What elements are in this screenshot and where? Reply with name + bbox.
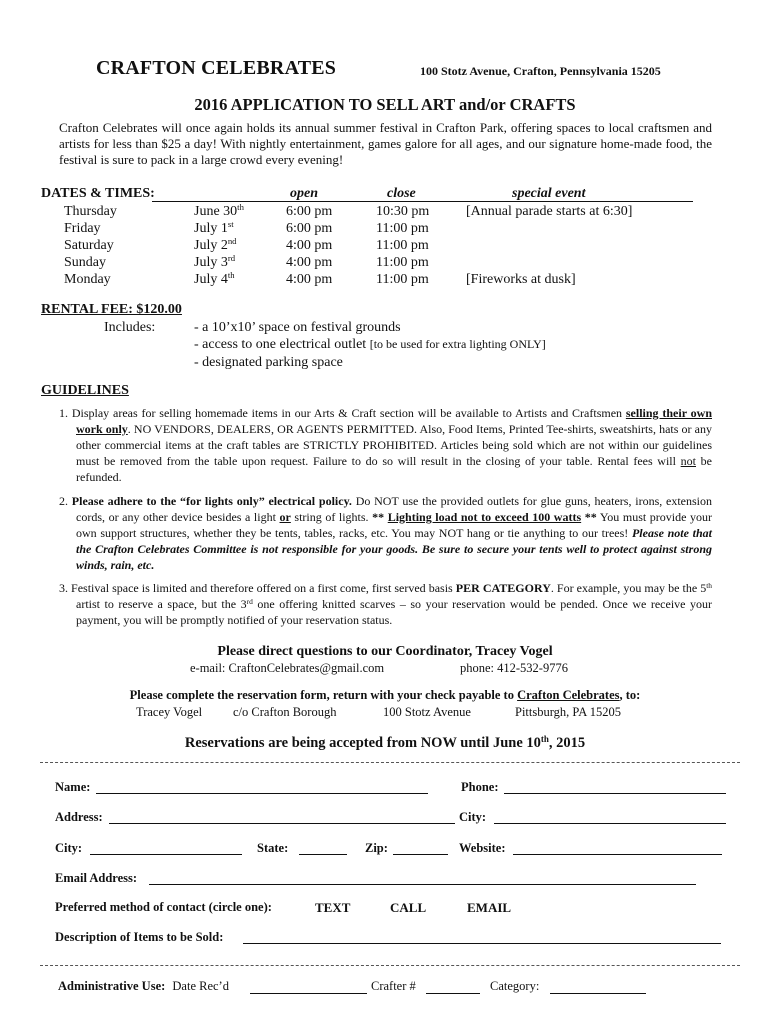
dates-heading: DATES & TIMES: xyxy=(41,186,155,201)
mailing-co: c/o Crafton Borough xyxy=(233,705,337,719)
name-label: Name: xyxy=(55,780,91,794)
zip-field[interactable] xyxy=(393,854,448,855)
coordinator-email: e-mail: CraftonCelebrates@gmail.com xyxy=(190,661,385,675)
schedule-date: July 1st xyxy=(194,219,234,236)
coordinator-phone: phone: 412-532-9776 xyxy=(460,661,568,675)
schedule-close: 11:00 pm xyxy=(376,238,429,253)
address-field[interactable] xyxy=(109,823,455,824)
includes-item-outlet: - access to one electrical outlet [to be used for extra lighting ONLY] xyxy=(194,337,546,352)
date-received-label: Date Rec’d xyxy=(172,979,229,993)
crafter-number-label: Crafter # xyxy=(371,979,416,993)
organization-title: CRAFTON CELEBRATES xyxy=(96,57,337,79)
email-field[interactable] xyxy=(149,884,696,885)
schedule-special: [Annual parade starts at 6:30] xyxy=(466,204,633,219)
category-label: Category: xyxy=(490,979,540,993)
schedule-special: [Fireworks at dusk] xyxy=(466,272,576,287)
city-field-top[interactable] xyxy=(494,823,726,824)
schedule-date: July 2nd xyxy=(194,236,237,253)
city-label-top: City: xyxy=(459,810,487,824)
schedule-day: Monday xyxy=(64,272,111,287)
description-label: Description of Items to be Sold: xyxy=(55,930,224,944)
contact-option-text[interactable]: TEXT xyxy=(315,900,351,915)
address-label: Address: xyxy=(55,810,103,824)
website-label: Website: xyxy=(459,841,506,855)
website-field[interactable] xyxy=(513,854,722,855)
dates-heading-rule xyxy=(152,201,693,202)
schedule-close: 11:00 pm xyxy=(376,255,429,270)
zip-label: Zip: xyxy=(365,841,388,855)
schedule-day: Thursday xyxy=(64,204,117,219)
schedule-open: 4:00 pm xyxy=(286,238,333,253)
state-field[interactable] xyxy=(299,854,347,855)
schedule-close: 10:30 pm xyxy=(376,204,430,219)
mailing-instructions: Please complete the reservation form, return with your check payable to Crafton Celebrates, to: xyxy=(129,688,641,702)
cut-line-bottom xyxy=(40,965,740,966)
phone-field[interactable] xyxy=(504,793,726,794)
schedule-day: Saturday xyxy=(64,238,114,253)
rental-fee-heading: RENTAL FEE: $120.00 xyxy=(41,302,182,317)
column-special-heading: special event xyxy=(512,186,586,201)
admin-use-row xyxy=(58,979,229,994)
guidelines-heading: GUIDELINES xyxy=(41,383,129,398)
name-field[interactable] xyxy=(96,793,428,794)
city-field[interactable] xyxy=(90,854,242,855)
admin-label: Administrative Use: xyxy=(58,979,166,993)
schedule-open: 4:00 pm xyxy=(286,255,333,270)
mailing-street: 100 Stotz Avenue xyxy=(383,705,471,719)
reservations-notice: Reservations are being accepted from NOW until June 10th, 2015 xyxy=(184,734,586,751)
column-open-heading: open xyxy=(290,186,318,201)
column-close-heading: close xyxy=(387,186,416,201)
includes-label: Includes: xyxy=(104,320,156,335)
state-label: State: xyxy=(257,841,289,855)
guideline-3: 3. Festival space is limited and therefore offered on a first come, first served basis PER CATEGORY. For example, you may be the 5th artist to reserve a space, but the 3rd one offering knitted scarves – so your reservation would be pended. Once we receive your payment, you will be promptly notified of your reservation status. xyxy=(59,580,713,627)
schedule-open: 4:00 pm xyxy=(286,272,333,287)
category-field[interactable] xyxy=(550,993,646,994)
schedule-day: Sunday xyxy=(64,255,106,270)
contact-option-call[interactable]: CALL xyxy=(390,900,427,915)
preferred-contact-label: Preferred method of contact (circle one): xyxy=(55,900,272,914)
schedule-close: 11:00 pm xyxy=(376,221,429,236)
schedule-date: July 4th xyxy=(194,270,235,287)
contact-option-email[interactable]: EMAIL xyxy=(467,900,512,915)
city-label: City: xyxy=(55,841,83,855)
guideline-1: 1. Display areas for selling homemade items in our Arts & Craft section will be available to Artists and Craftsmen selling their own work only. NO VENDORS, DEALERS, OR AGENTS PERMITTED. Also, Food Items, Printed Tee-shirts, sweatshirts, hats or any other commercial items at the craft tables are STRICTLY PROHIBITED. Articles being sold which are not within our guidelines must be removed from the table upon request. Failure to do so will result in the closing of your table. Rental fees will not be refunded. xyxy=(59,406,712,484)
date-received-field[interactable] xyxy=(250,993,367,994)
email-label: Email Address: xyxy=(55,871,138,885)
includes-item-space: - a 10’x10’ space on festival grounds xyxy=(194,320,401,335)
coordinator-heading: Please direct questions to our Coordinator, Tracey Vogel xyxy=(217,644,553,659)
phone-label: Phone: xyxy=(461,780,499,794)
crafter-number-field[interactable] xyxy=(426,993,480,994)
cut-line-top xyxy=(40,762,740,763)
schedule-close: 11:00 pm xyxy=(376,272,429,287)
description-field[interactable] xyxy=(243,943,721,944)
schedule-open: 6:00 pm xyxy=(286,204,333,219)
schedule-date: July 3rd xyxy=(194,253,236,270)
intro-paragraph: Crafton Celebrates will once again holds its annual summer festival in Crafton Park, offering spaces to local craftsmen and artists for less than $25 a day! With nightly entertainment, games galore for all ages, and our signature home-made food, the festival is sure to pack in a large crowd every evening! xyxy=(59,120,712,167)
mailing-city: Pittsburgh, PA 15205 xyxy=(515,705,621,719)
schedule-date: June 30th xyxy=(194,202,244,219)
organization-address: 100 Stotz Avenue, Crafton, Pennsylvania 15205 xyxy=(420,64,661,78)
mailing-name: Tracey Vogel xyxy=(136,705,203,719)
application-title: 2016 APPLICATION TO SELL ART and/or CRAFTS xyxy=(194,95,576,114)
schedule-day: Friday xyxy=(64,221,101,236)
includes-item-parking: - designated parking space xyxy=(194,355,343,370)
schedule-open: 6:00 pm xyxy=(286,221,333,236)
guideline-2: 2. Please adhere to the “for lights only” electrical policy. Do NOT use the provided outlets for glue guns, heaters, irons, extension cords, or any other device besides a light or string of lights. ** Lighting load not to exceed 100 watts ** You must provide your own support structures, whether they be tents, tables, racks, etc. You may NOT hang or tie anything to our trees! Please note that the Crafton Celebrates Committee is not responsible for your goods. Be sure to secure your tents well to protect against strong winds, rain, etc. xyxy=(59,494,713,572)
